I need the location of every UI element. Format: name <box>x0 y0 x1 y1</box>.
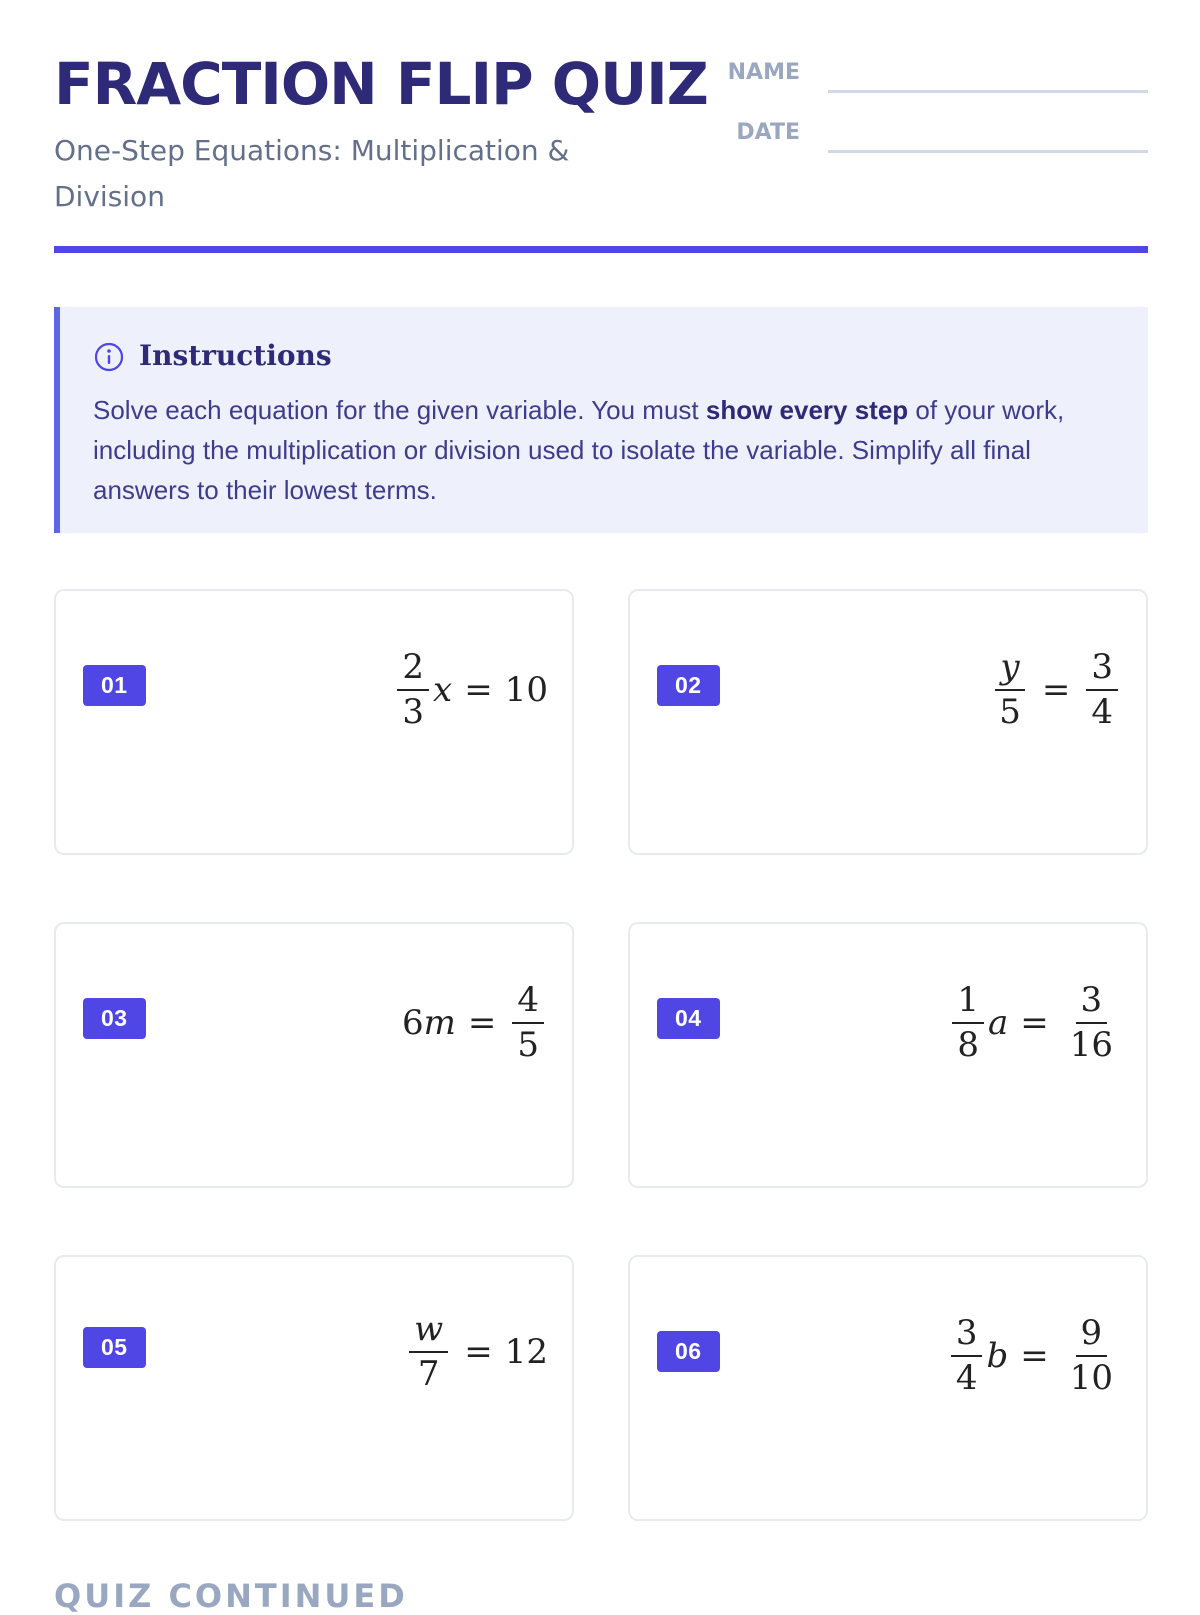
problem-number-badge: 06 <box>657 1331 720 1372</box>
name-label: NAME <box>727 60 800 85</box>
rhs-fraction: $\frac{9}{10}$ <box>1069 1313 1113 1399</box>
problem-equation: 6 m = $\frac{4}{5}$ <box>402 982 548 1065</box>
problem-card[interactable] <box>628 922 1148 1188</box>
rhs-fraction: $\frac{3}{4}$ <box>1086 649 1118 732</box>
rhs-fraction: $\frac{3}{16}$ <box>1069 980 1113 1066</box>
rhs-fraction: $\frac{4}{5}$ <box>512 982 544 1065</box>
problem-card[interactable] <box>628 589 1148 855</box>
problem-number-badge: 03 <box>83 998 146 1039</box>
lhs-fraction: $\frac{2}{3}$ <box>397 649 429 732</box>
instructions-box <box>54 307 1148 533</box>
quiz-continued-heading: QUIZ CONTINUED <box>54 1577 408 1615</box>
problem-card[interactable] <box>54 589 574 855</box>
problem-equation: $\frac{y}{5}$ = $\frac{3}{4}$ <box>990 649 1122 732</box>
problem-card[interactable] <box>54 1255 574 1521</box>
problem-card[interactable] <box>628 1255 1148 1521</box>
date-label: DATE <box>736 120 800 145</box>
problem-number-badge: 02 <box>657 665 720 706</box>
quiz-subtitle: One-Step Equations: Multiplication & Division <box>54 134 570 213</box>
problem-card[interactable] <box>54 922 574 1188</box>
lhs-fraction: $\frac{3}{4}$ <box>951 1315 983 1398</box>
header-divider <box>54 246 1148 253</box>
problem-equation: $\frac{3}{4}$ b = $\frac{9}{10}$ <box>947 1315 1122 1398</box>
instructions-emphasis: show every step <box>705 395 909 425</box>
name-field[interactable] <box>828 90 1148 93</box>
problem-number-badge: 04 <box>657 998 720 1039</box>
instructions-title: Instructions <box>139 339 332 372</box>
quiz-title: FRACTION FLIP QUIZ <box>54 50 708 118</box>
problem-equation: $\frac{1}{8}$ a = $\frac{3}{16}$ <box>948 982 1122 1065</box>
date-field[interactable] <box>828 150 1148 153</box>
problem-equation: $\frac{2}{3}$ x = 10 <box>393 649 548 732</box>
instructions-text: Solve each equation for the given variable. You must show every step of your work, including the multiplication or division used to isolate the variable. Simplify all final answers to their lowest terms. <box>93 395 1065 505</box>
problem-equation: $\frac{w}{7}$ = 12 <box>405 1311 548 1394</box>
lhs-fraction: $\frac{y}{5}$ <box>994 649 1026 732</box>
problem-number-badge: 01 <box>83 665 146 706</box>
info-icon <box>94 342 124 372</box>
problem-number-badge: 05 <box>83 1327 146 1368</box>
lhs-fraction: $\frac{w}{7}$ <box>409 1311 448 1394</box>
lhs-fraction: $\frac{1}{8}$ <box>952 982 984 1065</box>
